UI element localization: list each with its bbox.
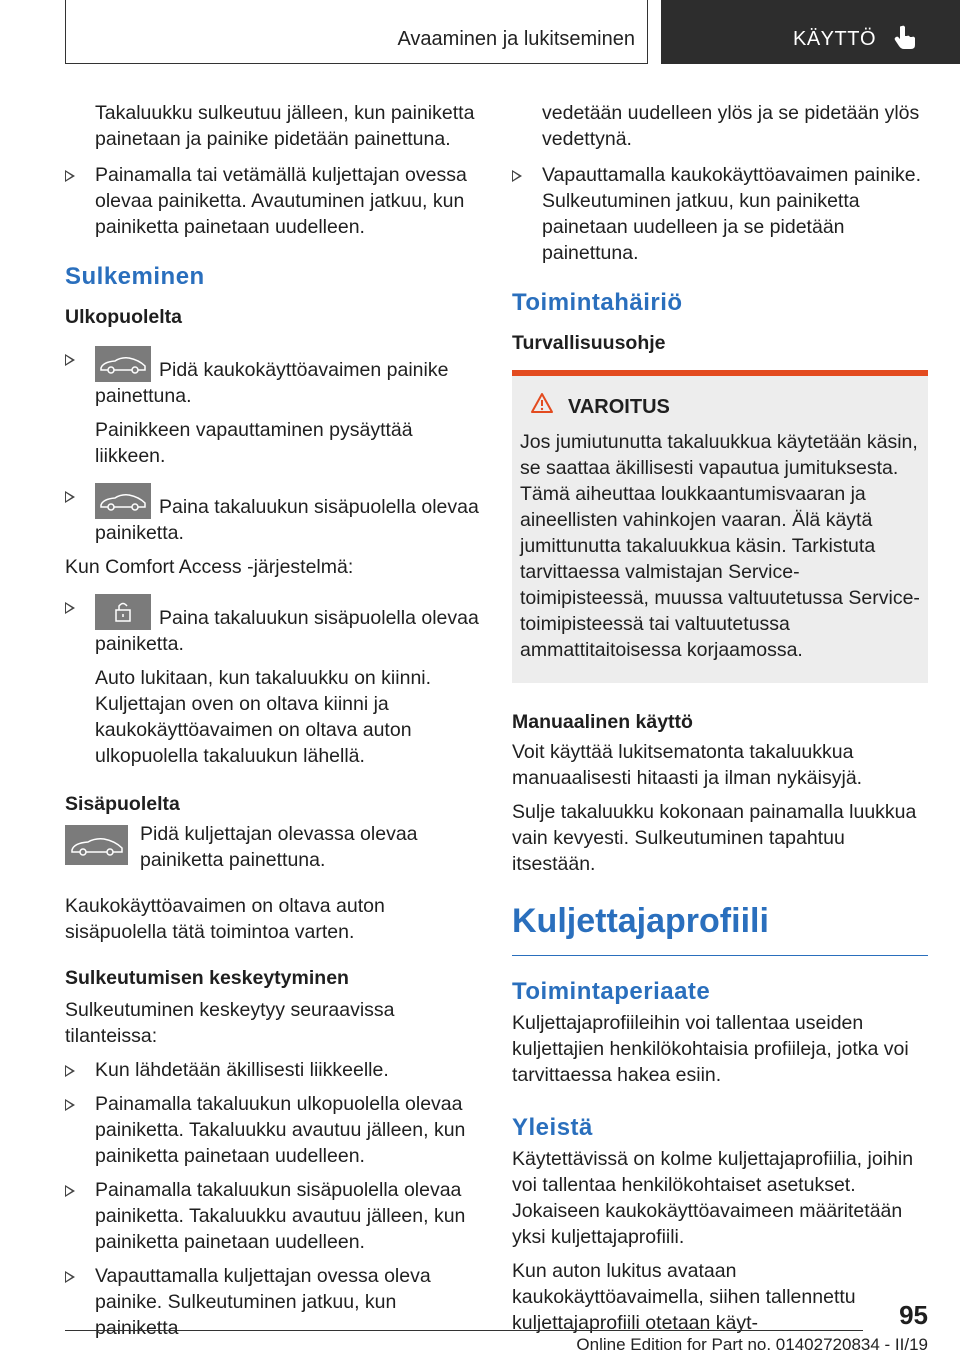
header-section-title: Avaaminen ja lukitseminen (397, 28, 635, 50)
bullet-triangle-icon (65, 602, 75, 614)
list-item (65, 1057, 480, 1083)
list-item-text: Painamalla takaluukun ulkopuolella olevaa painiketta. Takaluukku avautuu jälleen, kun painiketta painetaan uudelleen. (95, 1093, 466, 1167)
heading-sisapuolelta: Sisäpuolelta (65, 793, 180, 815)
list-item (65, 594, 480, 769)
list-item-text: Paina takaluukun sisäpuolella olevaa painiketta. (95, 607, 479, 655)
paragraph: Sulje takaluukku kokonaan painamalla luukkua vain kevyesti. Sulkeutuminen tapahtuu itsestään. (512, 801, 917, 875)
heading-keskeytyminen: Sulkeutumisen keskeytyminen (65, 967, 349, 989)
left-column (65, 100, 480, 1341)
list-item-text: Pidä kaukokäyttöavaimen painike painettuna. (95, 359, 449, 407)
footer-divider (65, 1330, 863, 1331)
right-column (512, 100, 928, 1336)
list-item (65, 162, 480, 240)
list-item (65, 1177, 480, 1255)
pointing-hand-icon (893, 24, 919, 55)
heading-sulkeminen: Sulkeminen (65, 263, 205, 290)
list-item-text: Paina takaluukun sisäpuolella olevaa painiketta. (95, 496, 479, 544)
header-chapter (661, 0, 960, 64)
bullet-triangle-icon (65, 491, 75, 503)
warning-title-text: VAROITUS (568, 395, 670, 418)
list-item-text: Painamalla takaluukun sisäpuolella olevaa painiketta. Takaluukku avautuu jälleen, kun painiketta painetaan uudelleen. (95, 1179, 466, 1253)
bullet-triangle-icon (65, 1099, 75, 1111)
bullet-triangle-icon (65, 1185, 75, 1197)
chapter-label: KÄYTTÖ (793, 28, 877, 50)
warning-title (530, 392, 920, 421)
bullet-triangle-icon (65, 1271, 75, 1283)
paragraph: Kun auton lukitus avataan kaukokäyttöavaimella, siihen tallennettu kuljettajaprofiili otetaan käyt- (512, 1260, 856, 1334)
paragraph: Kuljettajaprofiileihin voi tallentaa useiden kuljettajien henkilökohtaisia profiileja, jotka voi tarvittaessa hakea esiin. (512, 1012, 909, 1086)
list-item-text: Painamalla tai vetämällä kuljettajan ovessa olevaa painiketta. Avautuminen jatkuu, kun painiketta painetaan uudelleen. (95, 164, 467, 238)
car-button-icon (95, 483, 151, 519)
paragraph: Voit käyttää lukitsematonta takaluukkua manuaalisesti hitaasti ja ilman nykäisyjä. (512, 741, 863, 789)
paragraph: Sulkeutuminen keskeytyy seuraavissa tilanteissa: (65, 999, 395, 1047)
list-item (65, 1091, 480, 1169)
car-button-icon (65, 825, 128, 865)
warning-text: Jos jumiutunutta takaluukkua käytetään käsin, se saattaa äkillisesti vapautua jumituksesta. Tämä aiheuttaa loukkaantumisvaaran ja aineellisten vahinkojen vaaran. Älä käytä jumittunutta takaluukkua käsin. Tarkistuta tarvittaessa valmistajan Service-toimipisteessä, muussa valtuutetussa Service-toimipisteessä tai valtuutetussa ammattitaitoisessa korjaamossa. (520, 431, 920, 661)
warning-box (512, 370, 928, 683)
list-item (65, 346, 480, 469)
heading-toimintaperiaate: Toimintaperiaate (512, 978, 711, 1005)
list-item-subtext: Painikkeen vapauttaminen pysäyttää liikkeen. (95, 419, 413, 467)
sisapuolelta-block (65, 821, 480, 873)
bullet-triangle-icon (65, 170, 75, 182)
lock-button-icon (95, 594, 151, 630)
warning-icon (530, 392, 554, 421)
paragraph: Kun Comfort Access -järjestelmä: (65, 556, 354, 578)
page-number: 95 (899, 1300, 928, 1330)
heading-kuljettajaprofiili: Kuljettajaprofiili (512, 902, 769, 940)
list-item-text: Vapauttamalla kaukokäyttöavaimen painike. Sulkeutuminen jatkuu, kun painiketta painetaan uudelleen ja se pidetään painettuna. (542, 164, 922, 264)
bullet-triangle-icon (512, 170, 522, 182)
paragraph: vedetään uudelleen ylös ja se pidetään ylös vedettynä. (542, 102, 920, 150)
car-button-icon (95, 346, 151, 382)
list-item (65, 483, 480, 546)
paragraph: Pidä kuljettajan olevassa olevaa painiketta painettuna. (140, 823, 418, 871)
heading-yleista: Yleistä (512, 1114, 593, 1141)
header-frame (65, 0, 648, 64)
paragraph: Kaukokäyttöavaimen on oltava auton sisäpuolella tätä toimintoa varten. (65, 895, 385, 943)
heading-ulkopuolelta: Ulkopuolelta (65, 306, 183, 328)
list-item-text: Kun lähdetään äkillisesti liikkeelle. (95, 1059, 389, 1081)
paragraph: Takaluukku sulkeutuu jälleen, kun painiketta painetaan ja painike pidetään painettuna. (95, 102, 475, 150)
heading-turvallisuusohje: Turvallisuusohje (512, 332, 666, 354)
bullet-triangle-icon (65, 354, 75, 366)
list-item (512, 162, 928, 266)
heading-manuaalinen: Manuaalinen käyttö (512, 711, 693, 733)
footer-edition: Online Edition for Part no. 01402720834 - II/19 (576, 1335, 928, 1354)
list-item-text: Vapauttamalla kuljettajan ovessa oleva painike. Sulkeutuminen jatkuu, kun painiketta (95, 1265, 431, 1339)
heading-toimintahairio: Toimintahäiriö (512, 289, 683, 316)
list-item-subtext: Auto lukitaan, kun takaluukku on kiinni. Kuljettajan oven on oltava kiinni ja kaukokäyttöavaimen on oltava auton ulkopuolella takaluukun lähellä. (95, 667, 432, 767)
heading-rule (512, 955, 928, 956)
bullet-triangle-icon (65, 1065, 75, 1077)
paragraph: Käytettävissä on kolme kuljettajaprofiilia, joihin voi tallentaa henkilökohtaiset asetukset. Jokaiseen kaukokäyttöavaimeen määritetään yksi kuljettajaprofiili. (512, 1148, 914, 1248)
